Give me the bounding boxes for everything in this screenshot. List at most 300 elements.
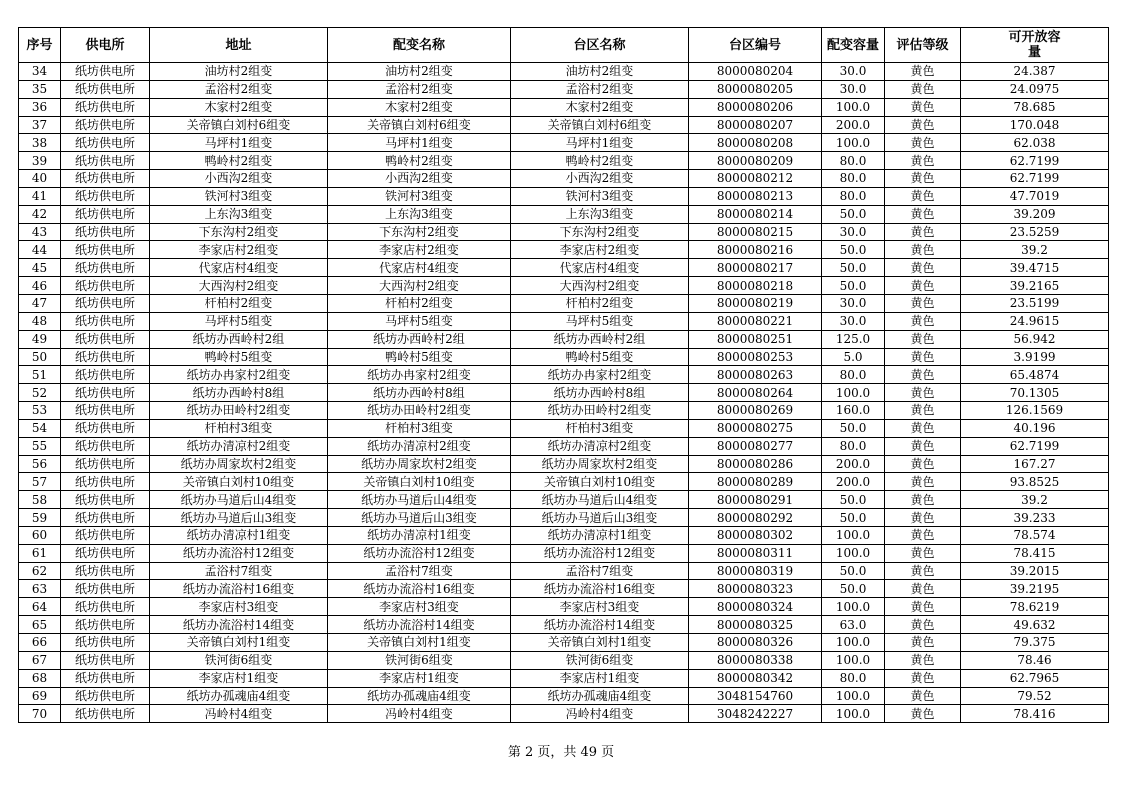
header-capacity: 配变容量 (822, 28, 885, 63)
cell-capacity: 30.0 (822, 312, 885, 330)
cell-serial: 42 (19, 205, 61, 223)
cell-open-capacity: 62.038 (961, 134, 1109, 152)
cell-area-name: 鸭岭村2组变 (511, 152, 689, 170)
cell-station: 纸坊供电所 (61, 170, 150, 188)
cell-station: 纸坊供电所 (61, 223, 150, 241)
cell-rating: 黄色 (885, 419, 961, 437)
cell-serial: 39 (19, 152, 61, 170)
cell-transformer-name: 李家店村3组变 (328, 598, 511, 616)
cell-capacity: 30.0 (822, 63, 885, 81)
cell-rating: 黄色 (885, 544, 961, 562)
cell-open-capacity: 78.415 (961, 544, 1109, 562)
cell-station: 纸坊供电所 (61, 312, 150, 330)
cell-area-code: 3048242227 (689, 705, 822, 723)
cell-area-code: 8000080269 (689, 402, 822, 420)
cell-serial: 52 (19, 384, 61, 402)
cell-rating: 黄色 (885, 491, 961, 509)
cell-area-code: 8000080292 (689, 509, 822, 527)
cell-serial: 53 (19, 402, 61, 420)
cell-serial: 34 (19, 63, 61, 81)
cell-serial: 38 (19, 134, 61, 152)
header-row (19, 28, 1109, 63)
table-row (19, 98, 1109, 116)
cell-transformer-name: 纸坊办西岭村2组 (328, 330, 511, 348)
cell-area-name: 上东沟3组变 (511, 205, 689, 223)
cell-area-code: 8000080286 (689, 455, 822, 473)
table-row (19, 705, 1109, 723)
cell-station: 纸坊供电所 (61, 669, 150, 687)
header-serial: 序号 (19, 28, 61, 63)
cell-area-code: 8000080277 (689, 437, 822, 455)
cell-station: 纸坊供电所 (61, 80, 150, 98)
cell-station: 纸坊供电所 (61, 634, 150, 652)
cell-address: 纸坊办西岭村8组 (150, 384, 328, 402)
cell-transformer-name: 铁河街6组变 (328, 651, 511, 669)
cell-capacity: 80.0 (822, 437, 885, 455)
table-row (19, 473, 1109, 491)
cell-area-code: 8000080221 (689, 312, 822, 330)
cell-area-code: 8000080207 (689, 116, 822, 134)
cell-transformer-name: 纸坊办清凉村2组变 (328, 437, 511, 455)
cell-address: 大西沟村2组变 (150, 277, 328, 295)
cell-transformer-name: 纸坊办孤魂庙4组变 (328, 687, 511, 705)
cell-capacity: 100.0 (822, 384, 885, 402)
cell-address: 纸坊办周家坎村2组变 (150, 455, 328, 473)
cell-open-capacity: 78.46 (961, 651, 1109, 669)
cell-address: 纸坊办流浴村12组变 (150, 544, 328, 562)
cell-area-name: 纸坊办马道后山4组变 (511, 491, 689, 509)
cell-station: 纸坊供电所 (61, 598, 150, 616)
cell-area-name: 铁河村3组变 (511, 187, 689, 205)
cell-area-name: 纸坊办孤魂庙4组变 (511, 687, 689, 705)
cell-area-name: 油坊村2组变 (511, 63, 689, 81)
cell-address: 孟浴村2组变 (150, 80, 328, 98)
cell-rating: 黄色 (885, 312, 961, 330)
cell-area-name: 纸坊办田岭村2组变 (511, 402, 689, 420)
cell-area-code: 8000080263 (689, 366, 822, 384)
cell-serial: 40 (19, 170, 61, 188)
cell-capacity: 50.0 (822, 509, 885, 527)
cell-rating: 黄色 (885, 241, 961, 259)
cell-area-code: 8000080217 (689, 259, 822, 277)
cell-open-capacity: 39.2015 (961, 562, 1109, 580)
cell-serial: 45 (19, 259, 61, 277)
cell-area-name: 孟浴村7组变 (511, 562, 689, 580)
cell-area-name: 纸坊办清凉村2组变 (511, 437, 689, 455)
cell-open-capacity: 39.2 (961, 241, 1109, 259)
cell-station: 纸坊供电所 (61, 241, 150, 259)
cell-address: 李家店村3组变 (150, 598, 328, 616)
cell-capacity: 50.0 (822, 419, 885, 437)
cell-area-name: 纸坊办流浴村12组变 (511, 544, 689, 562)
cell-open-capacity: 47.7019 (961, 187, 1109, 205)
table-row (19, 491, 1109, 509)
cell-transformer-name: 冯岭村4组变 (328, 705, 511, 723)
cell-area-code: 8000080215 (689, 223, 822, 241)
cell-station: 纸坊供电所 (61, 330, 150, 348)
cell-station: 纸坊供电所 (61, 526, 150, 544)
cell-capacity: 200.0 (822, 116, 885, 134)
cell-transformer-name: 孟浴村2组变 (328, 80, 511, 98)
table-row (19, 80, 1109, 98)
cell-area-code: 8000080214 (689, 205, 822, 223)
cell-open-capacity: 39.4715 (961, 259, 1109, 277)
cell-area-code: 8000080205 (689, 80, 822, 98)
cell-area-code: 8000080323 (689, 580, 822, 598)
cell-open-capacity: 78.574 (961, 526, 1109, 544)
cell-open-capacity: 167.27 (961, 455, 1109, 473)
cell-area-code: 8000080208 (689, 134, 822, 152)
cell-serial: 41 (19, 187, 61, 205)
cell-area-code: 8000080302 (689, 526, 822, 544)
cell-serial: 65 (19, 616, 61, 634)
cell-open-capacity: 56.942 (961, 330, 1109, 348)
table-row (19, 134, 1109, 152)
table-row (19, 562, 1109, 580)
cell-station: 纸坊供电所 (61, 116, 150, 134)
cell-serial: 43 (19, 223, 61, 241)
cell-area-name: 小西沟2组变 (511, 170, 689, 188)
cell-open-capacity: 23.5199 (961, 294, 1109, 312)
cell-rating: 黄色 (885, 259, 961, 277)
cell-transformer-name: 李家店村2组变 (328, 241, 511, 259)
cell-capacity: 50.0 (822, 580, 885, 598)
cell-area-code: 8000080275 (689, 419, 822, 437)
cell-address: 纸坊办冉家村2组变 (150, 366, 328, 384)
cell-capacity: 30.0 (822, 80, 885, 98)
header-rating: 评估等级 (885, 28, 961, 63)
cell-area-name: 关帝镇白刘村1组变 (511, 634, 689, 652)
cell-address: 纸坊办西岭村2组 (150, 330, 328, 348)
cell-open-capacity: 62.7199 (961, 152, 1109, 170)
cell-station: 纸坊供电所 (61, 544, 150, 562)
cell-capacity: 100.0 (822, 651, 885, 669)
cell-transformer-name: 小西沟2组变 (328, 170, 511, 188)
cell-rating: 黄色 (885, 651, 961, 669)
table-row (19, 348, 1109, 366)
cell-rating: 黄色 (885, 669, 961, 687)
table-row (19, 598, 1109, 616)
table-row (19, 312, 1109, 330)
cell-address: 纸坊办清凉村2组变 (150, 437, 328, 455)
cell-rating: 黄色 (885, 348, 961, 366)
cell-serial: 49 (19, 330, 61, 348)
cell-area-code: 8000080264 (689, 384, 822, 402)
table-row (19, 526, 1109, 544)
cell-area-name: 木家村2组变 (511, 98, 689, 116)
cell-capacity: 63.0 (822, 616, 885, 634)
cell-capacity: 30.0 (822, 223, 885, 241)
cell-capacity: 50.0 (822, 241, 885, 259)
table-row (19, 63, 1109, 81)
cell-serial: 55 (19, 437, 61, 455)
cell-capacity: 50.0 (822, 491, 885, 509)
cell-transformer-name: 纸坊办流浴村14组变 (328, 616, 511, 634)
cell-rating: 黄色 (885, 116, 961, 134)
cell-transformer-name: 孟浴村7组变 (328, 562, 511, 580)
cell-rating: 黄色 (885, 134, 961, 152)
cell-area-name: 李家店村1组变 (511, 669, 689, 687)
cell-area-code: 8000080311 (689, 544, 822, 562)
cell-rating: 黄色 (885, 402, 961, 420)
cell-area-name: 纸坊办流浴村14组变 (511, 616, 689, 634)
cell-transformer-name: 上东沟3组变 (328, 205, 511, 223)
cell-area-code: 8000080206 (689, 98, 822, 116)
cell-area-name: 鸭岭村5组变 (511, 348, 689, 366)
cell-transformer-name: 油坊村2组变 (328, 63, 511, 81)
cell-area-code: 8000080324 (689, 598, 822, 616)
cell-transformer-name: 鸭岭村2组变 (328, 152, 511, 170)
cell-area-code: 8000080338 (689, 651, 822, 669)
cell-address: 油坊村2组变 (150, 63, 328, 81)
cell-address: 纸坊办流浴村16组变 (150, 580, 328, 598)
cell-capacity: 100.0 (822, 634, 885, 652)
cell-rating: 黄色 (885, 80, 961, 98)
cell-address: 马坪村5组变 (150, 312, 328, 330)
cell-serial: 47 (19, 294, 61, 312)
cell-rating: 黄色 (885, 580, 961, 598)
cell-station: 纸坊供电所 (61, 705, 150, 723)
table-row (19, 651, 1109, 669)
cell-rating: 黄色 (885, 437, 961, 455)
cell-open-capacity: 78.6219 (961, 598, 1109, 616)
cell-address: 上东沟3组变 (150, 205, 328, 223)
cell-area-name: 马坪村5组变 (511, 312, 689, 330)
cell-address: 纸坊办田岭村2组变 (150, 402, 328, 420)
cell-address: 纸坊办马道后山4组变 (150, 491, 328, 509)
header-transformer-name: 配变名称 (328, 28, 511, 63)
cell-station: 纸坊供电所 (61, 384, 150, 402)
cell-open-capacity: 170.048 (961, 116, 1109, 134)
cell-transformer-name: 杆柏村2组变 (328, 294, 511, 312)
header-open-capacity: 可开放容量 (961, 28, 1109, 63)
cell-address: 鸭岭村2组变 (150, 152, 328, 170)
cell-rating: 黄色 (885, 98, 961, 116)
cell-capacity: 80.0 (822, 152, 885, 170)
cell-station: 纸坊供电所 (61, 562, 150, 580)
cell-open-capacity: 62.7199 (961, 170, 1109, 188)
cell-open-capacity: 126.1569 (961, 402, 1109, 420)
cell-transformer-name: 关帝镇白刘村6组变 (328, 116, 511, 134)
cell-capacity: 100.0 (822, 687, 885, 705)
table-row (19, 187, 1109, 205)
cell-rating: 黄色 (885, 616, 961, 634)
cell-station: 纸坊供电所 (61, 98, 150, 116)
cell-rating: 黄色 (885, 526, 961, 544)
cell-area-name: 冯岭村4组变 (511, 705, 689, 723)
cell-transformer-name: 纸坊办周家坎村2组变 (328, 455, 511, 473)
cell-area-name: 马坪村1组变 (511, 134, 689, 152)
cell-station: 纸坊供电所 (61, 152, 150, 170)
cell-area-code: 8000080325 (689, 616, 822, 634)
cell-station: 纸坊供电所 (61, 134, 150, 152)
cell-address: 小西沟2组变 (150, 170, 328, 188)
cell-serial: 64 (19, 598, 61, 616)
cell-area-code: 8000080251 (689, 330, 822, 348)
cell-capacity: 160.0 (822, 402, 885, 420)
cell-area-name: 李家店村3组变 (511, 598, 689, 616)
table-row (19, 616, 1109, 634)
cell-area-code: 8000080204 (689, 63, 822, 81)
cell-capacity: 200.0 (822, 473, 885, 491)
table-row (19, 366, 1109, 384)
cell-station: 纸坊供电所 (61, 348, 150, 366)
table-body (19, 63, 1109, 723)
cell-open-capacity: 39.233 (961, 509, 1109, 527)
cell-rating: 黄色 (885, 223, 961, 241)
cell-address: 下东沟村2组变 (150, 223, 328, 241)
cell-transformer-name: 木家村2组变 (328, 98, 511, 116)
header-address: 地址 (150, 28, 328, 63)
cell-address: 李家店村2组变 (150, 241, 328, 259)
cell-open-capacity: 39.209 (961, 205, 1109, 223)
table-row (19, 402, 1109, 420)
table-row (19, 294, 1109, 312)
cell-station: 纸坊供电所 (61, 580, 150, 598)
cell-open-capacity: 78.685 (961, 98, 1109, 116)
cell-area-name: 纸坊办冉家村2组变 (511, 366, 689, 384)
cell-area-name: 关帝镇白刘村6组变 (511, 116, 689, 134)
cell-open-capacity: 39.2 (961, 491, 1109, 509)
cell-address: 冯岭村4组变 (150, 705, 328, 723)
cell-address: 关帝镇白刘村10组变 (150, 473, 328, 491)
cell-rating: 黄色 (885, 455, 961, 473)
cell-area-name: 纸坊办清凉村1组变 (511, 526, 689, 544)
cell-capacity: 100.0 (822, 526, 885, 544)
cell-capacity: 100.0 (822, 134, 885, 152)
cell-address: 孟浴村7组变 (150, 562, 328, 580)
cell-address: 李家店村1组变 (150, 669, 328, 687)
cell-serial: 69 (19, 687, 61, 705)
cell-open-capacity: 23.5259 (961, 223, 1109, 241)
cell-station: 纸坊供电所 (61, 616, 150, 634)
cell-serial: 68 (19, 669, 61, 687)
cell-open-capacity: 62.7199 (961, 437, 1109, 455)
table-row (19, 241, 1109, 259)
cell-transformer-name: 大西沟村2组变 (328, 277, 511, 295)
cell-rating: 黄色 (885, 509, 961, 527)
cell-address: 铁河村3组变 (150, 187, 328, 205)
table-row (19, 384, 1109, 402)
cell-open-capacity: 24.387 (961, 63, 1109, 81)
table-row (19, 455, 1109, 473)
cell-area-name: 大西沟村2组变 (511, 277, 689, 295)
cell-station: 纸坊供电所 (61, 277, 150, 295)
cell-area-name: 李家店村2组变 (511, 241, 689, 259)
cell-open-capacity: 39.2165 (961, 277, 1109, 295)
cell-serial: 35 (19, 80, 61, 98)
cell-transformer-name: 铁河村3组变 (328, 187, 511, 205)
cell-capacity: 50.0 (822, 277, 885, 295)
table-row (19, 152, 1109, 170)
header-station: 供电所 (61, 28, 150, 63)
cell-capacity: 125.0 (822, 330, 885, 348)
cell-station: 纸坊供电所 (61, 509, 150, 527)
cell-serial: 44 (19, 241, 61, 259)
cell-open-capacity: 49.632 (961, 616, 1109, 634)
cell-rating: 黄色 (885, 634, 961, 652)
cell-area-name: 下东沟村2组变 (511, 223, 689, 241)
cell-rating: 黄色 (885, 187, 961, 205)
cell-open-capacity: 78.416 (961, 705, 1109, 723)
cell-address: 纸坊办马道后山3组变 (150, 509, 328, 527)
cell-capacity: 100.0 (822, 598, 885, 616)
cell-area-name: 杆柏村2组变 (511, 294, 689, 312)
cell-serial: 60 (19, 526, 61, 544)
table-row (19, 580, 1109, 598)
cell-station: 纸坊供电所 (61, 63, 150, 81)
cell-rating: 黄色 (885, 205, 961, 223)
cell-transformer-name: 代家店村4组变 (328, 259, 511, 277)
cell-capacity: 80.0 (822, 170, 885, 188)
table-row (19, 419, 1109, 437)
cell-area-code: 8000080209 (689, 152, 822, 170)
cell-area-code: 8000080326 (689, 634, 822, 652)
cell-address: 关帝镇白刘村1组变 (150, 634, 328, 652)
cell-transformer-name: 鸭岭村5组变 (328, 348, 511, 366)
table-row (19, 223, 1109, 241)
cell-station: 纸坊供电所 (61, 366, 150, 384)
cell-capacity: 100.0 (822, 98, 885, 116)
cell-area-code: 8000080253 (689, 348, 822, 366)
cell-transformer-name: 纸坊办流浴村12组变 (328, 544, 511, 562)
table-row (19, 634, 1109, 652)
cell-address: 杆柏村3组变 (150, 419, 328, 437)
cell-serial: 48 (19, 312, 61, 330)
cell-station: 纸坊供电所 (61, 205, 150, 223)
cell-rating: 黄色 (885, 277, 961, 295)
table-row (19, 277, 1109, 295)
cell-serial: 70 (19, 705, 61, 723)
cell-rating: 黄色 (885, 562, 961, 580)
cell-area-code: 8000080218 (689, 277, 822, 295)
cell-area-name: 纸坊办流浴村16组变 (511, 580, 689, 598)
cell-capacity: 100.0 (822, 544, 885, 562)
cell-station: 纸坊供电所 (61, 437, 150, 455)
table-row (19, 259, 1109, 277)
cell-area-name: 关帝镇白刘村10组变 (511, 473, 689, 491)
cell-area-name: 纸坊办西岭村8组 (511, 384, 689, 402)
cell-area-name: 代家店村4组变 (511, 259, 689, 277)
cell-address: 木家村2组变 (150, 98, 328, 116)
cell-serial: 67 (19, 651, 61, 669)
cell-rating: 黄色 (885, 598, 961, 616)
cell-capacity: 30.0 (822, 294, 885, 312)
cell-area-code: 8000080219 (689, 294, 822, 312)
cell-transformer-name: 纸坊办冉家村2组变 (328, 366, 511, 384)
cell-capacity: 50.0 (822, 259, 885, 277)
cell-address: 鸭岭村5组变 (150, 348, 328, 366)
cell-rating: 黄色 (885, 63, 961, 81)
cell-capacity: 50.0 (822, 205, 885, 223)
cell-area-code: 8000080216 (689, 241, 822, 259)
cell-area-code: 8000080291 (689, 491, 822, 509)
table-row (19, 170, 1109, 188)
cell-capacity: 100.0 (822, 705, 885, 723)
cell-area-name: 纸坊办周家坎村2组变 (511, 455, 689, 473)
cell-area-code: 8000080319 (689, 562, 822, 580)
cell-serial: 56 (19, 455, 61, 473)
table-row (19, 330, 1109, 348)
cell-open-capacity: 93.8525 (961, 473, 1109, 491)
cell-open-capacity: 79.52 (961, 687, 1109, 705)
header-area-code: 台区编号 (689, 28, 822, 63)
cell-address: 纸坊办清凉村1组变 (150, 526, 328, 544)
cell-serial: 51 (19, 366, 61, 384)
cell-serial: 57 (19, 473, 61, 491)
cell-serial: 59 (19, 509, 61, 527)
cell-serial: 37 (19, 116, 61, 134)
